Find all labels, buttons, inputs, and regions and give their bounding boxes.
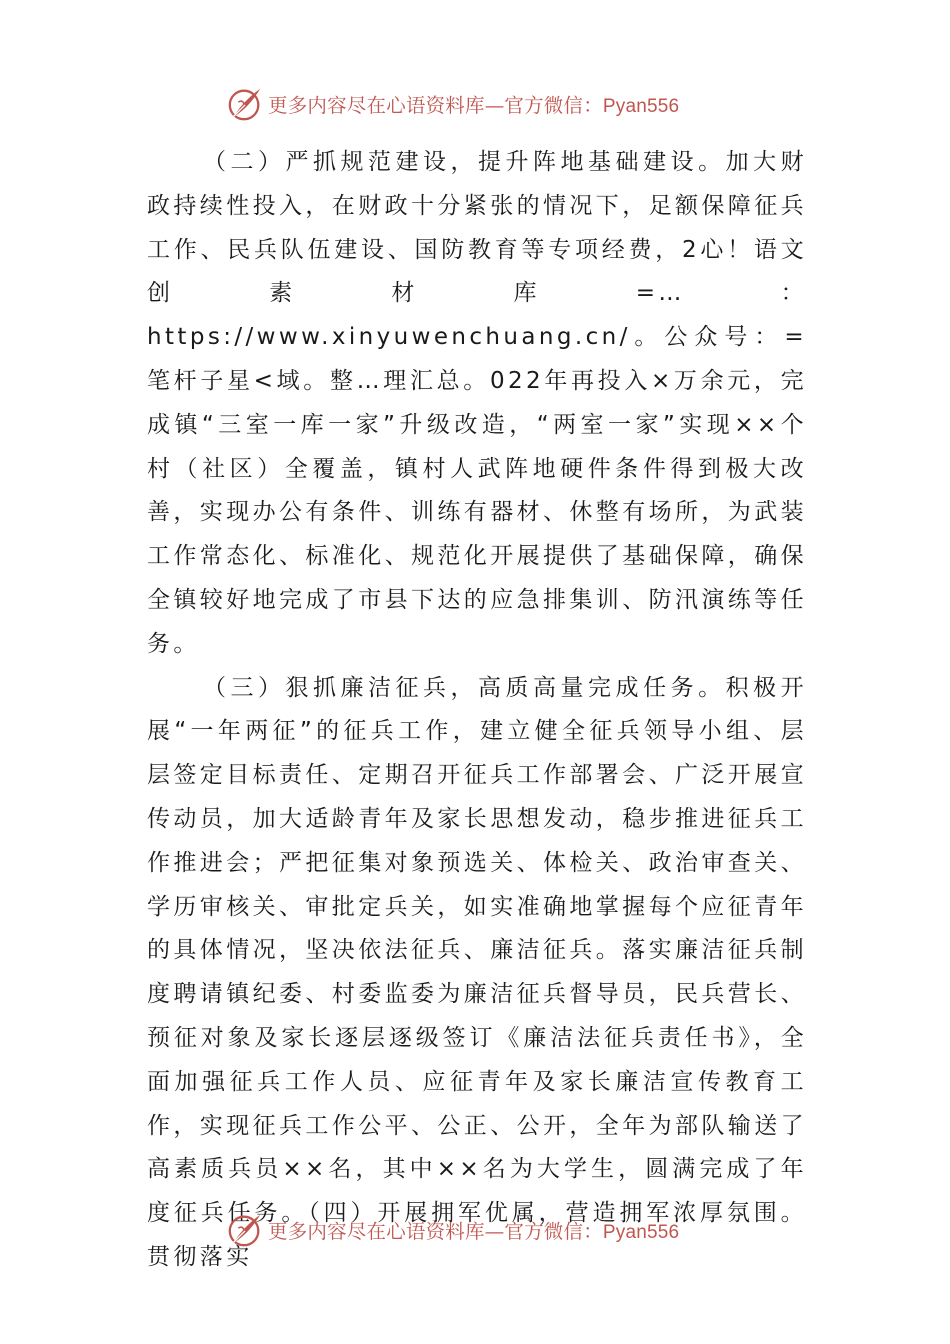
banner-slogan: 更多内容尽在心语资料库—官方微信： [268, 1220, 603, 1243]
document-body [147, 141, 807, 1280]
banner-text [268, 1216, 679, 1244]
paragraph-3: （三）狠抓廉洁征兵，高质高量完成任务。积极开展“一年两征”的征兵工作，建立健全征兵领导小组、层层签定目标责任、定期召开征兵工作部署会、广泛开展宣传动员，加大适龄青年及家长思想发动，稳步推进征兵工作推进会；严把征集对象预选关、体检关、政治审查关、学历审核关、审批定兵关，如实准确地掌握每个应征青年的具体情况，坚决依法征兵、廉洁征兵。落实廉洁征兵制度聘请镇纪委、村委监委为廉洁征兵督导员，民兵营长、预征对象及家长逐层逐级签订《廉洁法征兵责任书》，全面加强征兵工作人员、应征青年及家长廉洁宣传教育工作，实现征兵工作公平、公正、公开，全年为部队输送了高素质兵员××名，其中××名为大学生，圆满完成了年度征兵任务。（四）开展拥军优属，营造拥军浓厚氛围。贯彻落实 [147, 674, 807, 1270]
banner-handle: Pyan556 [602, 96, 680, 117]
footer-banner [0, 1210, 950, 1250]
header-banner [0, 84, 950, 124]
banner-handle: Pyan556 [602, 1222, 680, 1243]
banner-text [268, 90, 679, 118]
paragraph-2: （二）严抓规范建设，提升阵地基础建设。加大财政持续性投入，在财政十分紧张的情况下，足额保障征兵工作、民兵队伍建设、国防教育等专项经费，2心！语文创素材库=…：https://www.xinyuwenchuang.cn/。公众号：=笔杆子星<域。整…理汇总。022年再投入×万余元，完成镇“三室一库一家”升级改造，“两室一家”实现××个村（社区）全覆盖，镇村人武阵地硬件条件得到极大改善，实现办公有条件、训练有器材、休整有场所，为武装工作常态化、标准化、规范化开展提供了基础保障，确保全镇较好地完成了市县下达的应急排集训、防汛演练等任务。 [147, 149, 807, 657]
quill-pen-icon [226, 1211, 264, 1249]
banner-slogan: 更多内容尽在心语资料库—官方微信： [268, 94, 603, 117]
quill-pen-icon [226, 85, 264, 123]
